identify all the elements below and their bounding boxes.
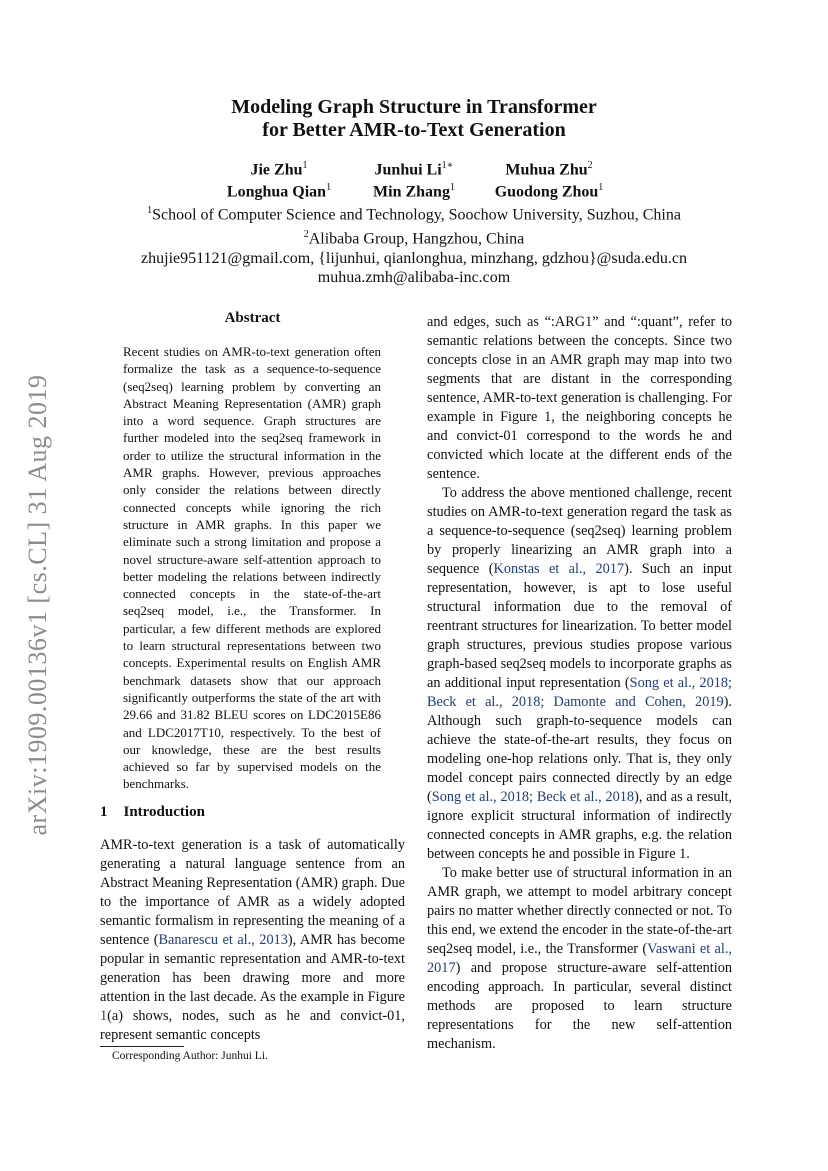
title-line-2: for Better AMR-to-Text Generation xyxy=(262,119,566,141)
arxiv-id: arXiv:1909.00136v1 [cs.CL] 31 Aug 2019 xyxy=(23,374,52,836)
right-paragraph-3: To make better use of structural information in an AMR graph, we attempt to model arbitrary concept pairs no matter whether directly connected or not. To this end, we extend the encoder in the state-of-the-art seq2seq model, i.e., the Transformer (Vaswani et al., 2017) and propose structure-aware self-attention encoding approach. In particular, several distinct methods are proposed to learn structure representations for the new self-attention mechanism. xyxy=(427,865,733,1052)
section-title: Introduction xyxy=(123,804,205,820)
author: Jie Zhu$^1$ xyxy=(250,160,308,179)
footnote: Corresponding Author: Junhui Li. xyxy=(112,1050,268,1062)
affiliation-2: $^2$Alibaba Group, Hangzhou, China xyxy=(303,228,525,248)
emails-line-2: muhua.zmh@alibaba-inc.com xyxy=(317,269,511,287)
footnote-rule xyxy=(100,1046,184,1047)
abstract-text: Recent studies on AMR-to-text generation often formalize the task as a sequence-to-sequence (seq2seq) learning problem by converting an Abstract Meaning Representation (AMR) graph into a word sequence. Graph structures are further modeled into the seq2seq framework in order to utilize the structural information in the AMR graphs. However, previous approaches only consider the relations between directly connected concepts while ignoring the rich structure in AMR graphs. In this paper we eliminate such a strong limitation and propose a novel structure-aware self-attention approach to better modeling the relations between indirectly connected concepts in the state-of-the-art seq2seq model, i.e., the Transformer. In particular, a few different methods are explored to learn structural representations between two concepts. Experimental results on English AMR benchmark datasets show that our approach significantly outperforms the state of the art with 29.66 and 31.82 BLEU scores on LDC2015E86 and LDC2017T10, respectively. To the best of our knowledge, these are the best results achieved so far by supervised models on the benchmarks. xyxy=(123,344,381,792)
right-paragraph-1: and edges, such as “:ARG1” and “:quant”, refer to semantic relations between the concepts. Since two concepts close in an AMR graph may map into two segments that are distant in the corresponding sentence, AMR-to-text generation is challenging. For example in Figure 1, the neighboring concepts he and convict-01 correspond to the words he and convicted which locate at the different ends of the sentence. xyxy=(427,314,732,482)
citation-link[interactable]: Konstas et al., 2017 xyxy=(493,561,625,577)
section-number: 1 xyxy=(100,804,108,820)
author-row-1 xyxy=(0,160,828,182)
paper-title xyxy=(0,96,828,142)
section-heading-introduction xyxy=(100,804,205,821)
author-block xyxy=(0,160,828,204)
figure-ref-link[interactable]: 1 xyxy=(100,1008,108,1024)
citation-link[interactable]: Vaswani et al., 2017 xyxy=(427,941,733,976)
right-paragraph-2: To address the above mentioned challenge, recent studies on AMR-to-text generation regard the task as a sequence-to-sequence (seq2seq) learning problem by properly linearizing an AMR graph into a sequence (Konstas et al., 2017). Such an input representation, however, is apt to lose useful structural information due to the removal of reentrant structures for linearization. To better model graph structures, previous studies propose various graph-based seq2seq models to incorporate graphs as an additional input representation (Song et al., 2018; Beck et al., 2018; Damonte and Cohen, 2019). Although such graph-to-sequence models can achieve the state-of-the-art results, they focus on modeling one-hop relations only. That is, they only model concept pairs connected directly by an edge (Song et al., 2018; Beck et al., 2018), and as a result, ignore explicit structural information of indirectly connected concepts in AMR graphs, e.g. the relation between concepts he and possible in Figure 1. xyxy=(427,485,732,862)
author: Muhua Zhu$^2$ xyxy=(505,160,593,179)
author: Guodong Zhou$^1$ xyxy=(494,182,604,201)
intro-paragraph-1: AMR-to-text generation is a task of automatically generating a natural language sentence from an Abstract Meaning Representation (AMR) graph. Due to the importance of AMR as a widely adopted semantic formalism in representing the meaning of a sentence (Banarescu et al., 2013), AMR has become popular in semantic representation and AMR-to-text generation has been drawing more and more attention in the last decade. As the example in Figure 1(a) shows, nodes, such as he and convict-01, represent semantic concepts xyxy=(100,837,406,1043)
abstract-heading: Abstract xyxy=(224,310,281,326)
affiliation-1: $^1$School of Computer Science and Technology, Soochow University, Suzhou, China xyxy=(147,205,681,224)
arxiv-sidebar-stamp xyxy=(18,360,58,850)
affiliations xyxy=(0,201,828,288)
emails-line-1: zhujie951121@gmail.com, {lijunhui, qianlonghua, minzhang, gdzhou}@suda.edu.cn xyxy=(141,249,687,267)
citation-link[interactable]: Song et al., 2018; Beck et al., 2018; Damonte and Cohen, 2019 xyxy=(427,675,732,710)
citation-link[interactable]: Song et al., 2018; Beck et al., 2018 xyxy=(431,789,635,805)
title-line-1: Modeling Graph Structure in Transformer xyxy=(231,96,597,118)
author: Longhua Qian$^1$ xyxy=(226,182,332,201)
citation-link[interactable]: Banarescu et al., 2013 xyxy=(158,932,288,948)
author: Junhui $Li^{1∗}$ xyxy=(374,160,454,179)
right-column xyxy=(427,313,732,1054)
author: Min Zhang$^1$ xyxy=(373,182,455,201)
